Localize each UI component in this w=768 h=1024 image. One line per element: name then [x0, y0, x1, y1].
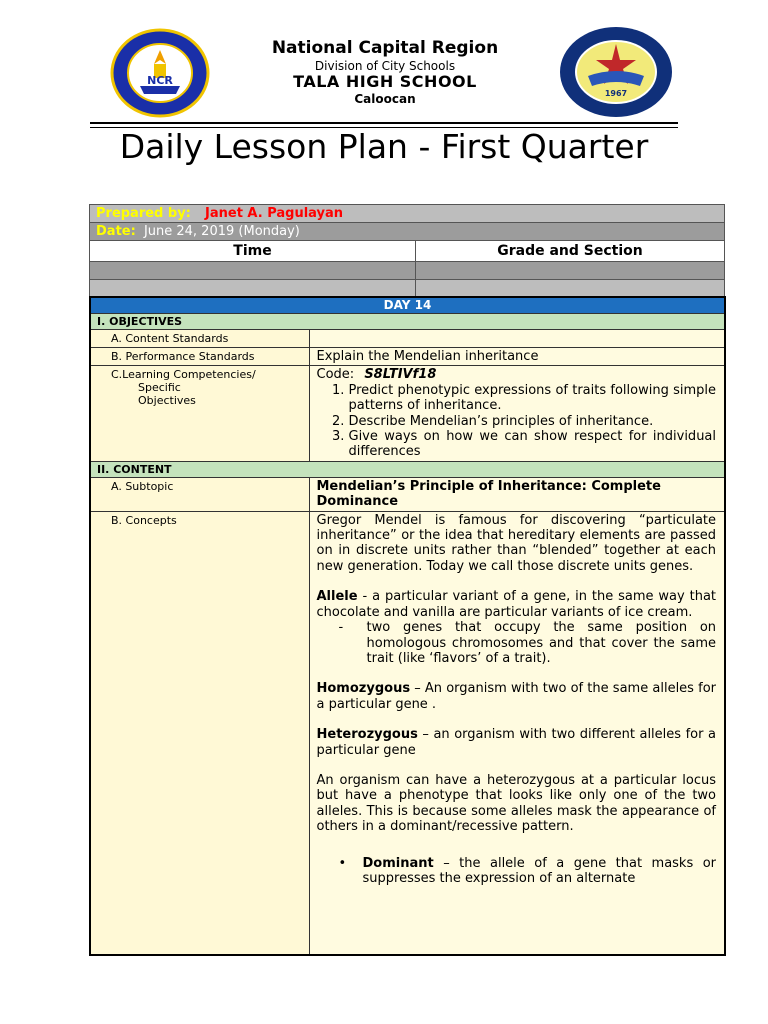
date-row — [90, 223, 725, 241]
school-seal-logo — [558, 26, 674, 118]
day-header: DAY 14 — [90, 297, 725, 314]
concepts-value — [309, 511, 725, 955]
date-value: June 24, 2019 (Monday) — [143, 224, 300, 239]
locus-paragraph: An organism can have a heterozygous at a particular locus but have a phenotype that looks like only one of the two alleles. This is because some alleles mask the appearance of others in a dominant/recessive pattern. — [316, 772, 717, 835]
prepared-by-label: Prepared by: — [96, 206, 191, 221]
lc-line-1: C.Learning Competencies/ — [111, 368, 256, 382]
division-heading: Division of City Schools — [314, 59, 456, 73]
concepts-label: B. Concepts — [90, 511, 309, 955]
objectives-list — [317, 383, 717, 460]
header-rule-thick — [90, 122, 678, 124]
learning-competencies-label — [90, 366, 309, 461]
objective-item: 3. Give ways on how we can show respect for individual differences — [349, 429, 717, 460]
subtopic-value: Mendelian’s Principle of Inheritance: Complete Dominance — [309, 477, 725, 511]
lesson-plan-table — [89, 296, 726, 956]
heterozygous-definition: Heterozygous – an organism with two different alleles for a particular gene — [316, 727, 717, 758]
city-name: Caloocan — [354, 92, 416, 106]
content-standards-value — [309, 330, 725, 348]
objective-item: 2. Describe Mendelian’s principles of inheritance. — [349, 414, 717, 429]
dominant-bullet-item: • Dominant – the allele of a gene that masks or suppresses the expression of an alternate — [338, 855, 717, 886]
heterozygous-term: Heterozygous — [316, 727, 418, 743]
content-standards-label: A. Content Standards — [90, 330, 309, 348]
subtopic-label: A. Subtopic — [90, 477, 309, 511]
page-title: Daily Lesson Plan - First Quarter — [119, 127, 649, 166]
homozygous-definition: Homozygous – An organism with two of the same alleles for a particular gene . — [316, 681, 717, 712]
performance-standards-label: B. Performance Standards — [90, 348, 309, 366]
time-cell-2 — [90, 280, 416, 298]
lesson-info-table — [89, 204, 725, 298]
homozygous-term: Homozygous — [316, 681, 411, 697]
dash-mark: - — [338, 620, 344, 636]
svg-text:1967: 1967 — [604, 89, 628, 98]
objective-item: 1. Predict phenotypic expressions of traits following simple patterns of inheritance. — [349, 383, 717, 414]
lc-line-2: Specific — [138, 381, 181, 395]
prepared-by-row — [90, 205, 725, 223]
objectives-header: I. OBJECTIVES — [90, 314, 725, 330]
school-name: TALA HIGH SCHOOL — [293, 72, 477, 91]
grade-cell-2 — [416, 280, 725, 298]
bullet-mark: • — [338, 855, 347, 871]
allele-term: Allele — [316, 589, 358, 605]
code-label: Code: — [316, 367, 355, 383]
concepts-intro: Gregor Mendel is famous for discovering “particulate inheritance” or the idea that hereditary elements are passed on in discrete units rather than “blended” together at each new generation. Today we call those discrete units genes. — [316, 512, 717, 574]
grade-cell-1 — [416, 262, 725, 280]
grade-section-header: Grade and Section — [416, 241, 725, 262]
allele-dash-item: - two genes that occupy the same position on homologous chromosomes and that cover the same trait (like ‘flavors’ of a trait). — [338, 620, 717, 666]
performance-standards-value: Explain the Mendelian inheritance — [309, 348, 725, 366]
prepared-by-value: Janet A. Pagulayan — [205, 206, 344, 221]
content-header: II. CONTENT — [90, 461, 725, 477]
learning-competencies-value — [309, 366, 725, 461]
lc-line-3: Objectives — [138, 394, 196, 408]
code-value: S8LTIVf18 — [364, 367, 437, 383]
deped-logo — [110, 28, 210, 118]
time-cell-1 — [90, 262, 416, 280]
time-header: Time — [90, 241, 416, 262]
svg-text:NCR: NCR — [147, 74, 173, 87]
code-line — [317, 367, 717, 382]
dominant-term: Dominant — [362, 855, 434, 871]
allele-definition: Allele - a particular variant of a gene, in the same way that chocolate and vanilla are particular variants of ice cream. — [316, 589, 717, 620]
region-heading: National Capital Region — [271, 38, 499, 58]
date-label: Date: — [96, 224, 136, 239]
